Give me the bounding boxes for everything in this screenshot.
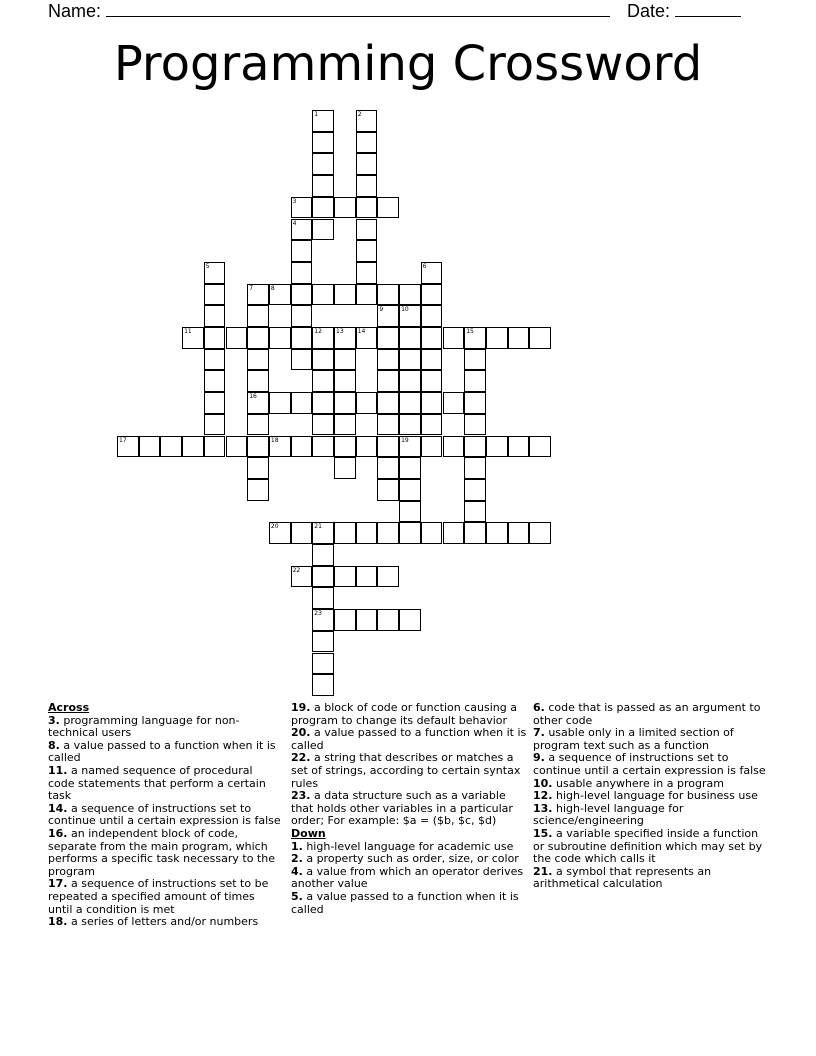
grid-cell[interactable] [486, 327, 508, 349]
down-clue-list-continued [533, 702, 769, 891]
clue-number: 16 [249, 393, 257, 401]
grid-cell[interactable] [529, 327, 551, 349]
grid-cell[interactable] [399, 501, 421, 523]
clue-item [48, 765, 282, 803]
grid-cell[interactable] [399, 305, 421, 327]
clue-item [533, 752, 769, 777]
clue-item [291, 790, 527, 828]
grid-cell[interactable] [356, 240, 378, 262]
grid-cell[interactable] [312, 392, 334, 414]
grid-cell[interactable] [464, 436, 486, 458]
clue-item-text: a value passed to a function when it is called [291, 889, 519, 916]
grid-cell[interactable] [312, 631, 334, 653]
grid-cell[interactable] [291, 327, 313, 349]
grid-cell[interactable] [399, 370, 421, 392]
grid-cell[interactable] [312, 175, 334, 197]
clue-item-number: 18. [48, 915, 68, 929]
clue-item-text: a variable specified inside a function or subroutine definition which may set by the code which calls it [533, 826, 763, 866]
clue-item-text: a sequence of instructions set to continue until a certain expression is false [48, 801, 281, 828]
clue-number: 4 [292, 219, 297, 227]
grid-cell[interactable] [356, 262, 378, 284]
grid-cell[interactable] [247, 436, 269, 458]
clue-number: 3 [292, 197, 297, 205]
grid-cell[interactable] [377, 457, 399, 479]
grid-cell[interactable] [421, 370, 443, 392]
clue-item [533, 702, 769, 727]
clue-item-text: a symbol that represents an arithmetical calculation [533, 864, 712, 891]
grid-cell[interactable] [421, 522, 443, 544]
grid-cell[interactable] [399, 284, 421, 306]
grid-cell[interactable] [291, 219, 313, 241]
grid-cell[interactable] [399, 457, 421, 479]
clues-column-1 [48, 702, 282, 929]
grid-cell[interactable] [508, 327, 530, 349]
clue-number: 5 [205, 262, 210, 270]
down-heading: Down [291, 826, 326, 840]
grid-cell[interactable] [334, 349, 356, 371]
grid-cell[interactable] [334, 414, 356, 436]
grid-cell[interactable] [204, 327, 226, 349]
clue-number: 11 [184, 328, 192, 335]
clue-item-text: a block of code or function causing a program to change its default behavior [291, 701, 517, 727]
grid-cell[interactable] [464, 392, 486, 414]
clue-item [291, 727, 527, 752]
clue-item-text: code that is passed as an argument to other code [533, 701, 761, 727]
clue-item-number: 12. [533, 789, 553, 803]
grid-cell[interactable] [377, 284, 399, 306]
grid-cell[interactable] [421, 262, 443, 284]
clue-item-text: a sequence of instructions set to be repeated a specified amount of times until a condition is met [48, 877, 269, 916]
grid-cell[interactable] [464, 501, 486, 523]
grid-cell[interactable] [182, 436, 204, 458]
across-heading: Across [48, 701, 90, 714]
grid-cell[interactable] [312, 414, 334, 436]
clue-item-text: a string that describes or matches a set of strings, according to certain syntax rules [291, 751, 521, 790]
grid-cell[interactable] [377, 414, 399, 436]
clue-item-text: high-level language for science/engineering [533, 801, 684, 828]
grid-cell[interactable] [334, 197, 356, 219]
clue-number: 6 [422, 262, 427, 270]
clue-number: 14 [357, 328, 366, 335]
grid-cell[interactable] [334, 284, 356, 306]
grid-cell[interactable] [399, 349, 421, 371]
clue-item-text: high-level language for business use [552, 789, 758, 803]
clue-item [48, 803, 282, 828]
clue-item-number: 11. [48, 763, 68, 777]
clue-item-number: 15. [533, 826, 553, 840]
grid-cell[interactable] [204, 370, 226, 392]
grid-cell[interactable] [486, 436, 508, 458]
grid-cell[interactable] [312, 370, 334, 392]
grid-cell[interactable] [334, 522, 356, 544]
grid-cell[interactable] [269, 392, 291, 414]
grid-cell[interactable] [204, 284, 226, 306]
grid-cell[interactable] [464, 479, 486, 501]
grid-cell[interactable] [312, 219, 334, 241]
grid-cell[interactable] [160, 436, 182, 458]
name-label: Name: [48, 1, 102, 21]
clue-item-number: 9. [533, 751, 545, 765]
grid-cell[interactable] [204, 305, 226, 327]
clue-number: 17 [119, 436, 127, 444]
grid-cell[interactable] [356, 327, 378, 349]
grid-cell[interactable] [139, 436, 161, 458]
grid-cell[interactable] [356, 153, 378, 175]
clue-item-number: 23. [291, 789, 311, 803]
grid-cell[interactable] [377, 305, 399, 327]
grid-cell[interactable] [182, 327, 204, 349]
grid-cell[interactable] [334, 327, 356, 349]
grid-cell[interactable] [247, 457, 269, 479]
grid-cell[interactable] [312, 284, 334, 306]
grid-cell[interactable] [312, 674, 334, 696]
clue-item [533, 803, 769, 828]
clue-item-number: 14. [48, 801, 68, 815]
grid-cell[interactable] [443, 392, 465, 414]
clue-item-text: a value passed to a function when it is called [291, 726, 527, 752]
grid-cell[interactable] [117, 436, 139, 458]
grid-cell[interactable] [464, 349, 486, 371]
clue-item-number: 4. [291, 864, 303, 878]
clue-number: 12 [314, 328, 322, 335]
clue-number: 20 [270, 523, 279, 531]
clue-item [291, 891, 527, 916]
clue-item-number: 20. [291, 726, 311, 740]
clue-item [291, 752, 527, 790]
grid-cell[interactable] [291, 240, 313, 262]
clue-number: 19 [401, 436, 409, 444]
grid-cell[interactable] [312, 349, 334, 371]
date-label: Date: [627, 1, 671, 21]
clue-item [291, 866, 527, 891]
grid-cell[interactable] [312, 436, 334, 458]
clue-item-number: 5. [291, 889, 303, 903]
grid-cell[interactable] [399, 436, 421, 458]
grid-cell[interactable] [356, 609, 378, 631]
grid-cell[interactable] [204, 349, 226, 371]
grid-cell[interactable] [399, 392, 421, 414]
clue-item [48, 715, 282, 740]
grid-cell[interactable] [421, 436, 443, 458]
clue-number: 7 [249, 284, 254, 292]
clue-item [533, 866, 769, 891]
grid-cell[interactable] [464, 522, 486, 544]
grid-cell[interactable] [312, 110, 334, 132]
grid-cell[interactable] [377, 609, 399, 631]
clue-item-number: 1. [291, 839, 303, 853]
grid-cell[interactable] [529, 522, 551, 544]
grid-cell[interactable] [226, 436, 248, 458]
grid-cell[interactable] [247, 349, 269, 371]
grid-cell[interactable] [356, 522, 378, 544]
clue-number: 21 [314, 523, 322, 531]
grid-cell[interactable] [291, 522, 313, 544]
grid-cell[interactable] [464, 327, 486, 349]
clue-item-number: 13. [533, 801, 553, 815]
grid-cell[interactable] [312, 609, 334, 631]
grid-cell[interactable] [356, 175, 378, 197]
grid-cell[interactable] [356, 392, 378, 414]
grid-cell[interactable] [291, 284, 313, 306]
clue-item [291, 702, 527, 727]
grid-cell[interactable] [334, 566, 356, 588]
grid-cell[interactable] [247, 370, 269, 392]
grid-cell[interactable] [377, 436, 399, 458]
grid-cell[interactable] [334, 370, 356, 392]
clue-item-number: 2. [291, 852, 303, 866]
clues-column-3 [533, 702, 769, 891]
grid-cell[interactable] [291, 436, 313, 458]
clue-item-text: a data structure such as a variable that holds other variables in a particular order; For example: $a = ($b, $c, $d) [291, 789, 513, 828]
page-title: Programming Crossword [113, 36, 703, 92]
grid-cell[interactable] [247, 327, 269, 349]
grid-cell[interactable] [377, 327, 399, 349]
grid-cell[interactable] [377, 370, 399, 392]
clues-column-2 [291, 702, 527, 916]
grid-cell[interactable] [334, 392, 356, 414]
grid-cell[interactable] [356, 436, 378, 458]
grid-cell[interactable] [269, 327, 291, 349]
clue-number: 15 [466, 328, 474, 335]
grid-cell[interactable] [269, 436, 291, 458]
grid-cell[interactable] [247, 284, 269, 306]
grid-cell[interactable] [247, 392, 269, 414]
grid-cell[interactable] [312, 153, 334, 175]
clue-item [48, 740, 282, 765]
grid-cell[interactable] [356, 284, 378, 306]
grid-cell[interactable] [312, 544, 334, 566]
grid-cell[interactable] [312, 132, 334, 154]
clue-item-number: 19. [291, 701, 311, 714]
clue-number: 10 [401, 306, 409, 314]
clue-item-number: 6. [533, 701, 545, 714]
down-clue-list [291, 841, 527, 917]
grid-cell[interactable] [269, 284, 291, 306]
grid-cell[interactable] [421, 305, 443, 327]
clue-item-number: 16. [48, 826, 68, 840]
clue-item-number: 17. [48, 877, 68, 891]
clue-item-number: 21. [533, 864, 553, 878]
grid-cell[interactable] [421, 392, 443, 414]
grid-cell[interactable] [486, 522, 508, 544]
clue-item [533, 727, 769, 752]
clue-item-text: a named sequence of procedural code statements that perform a certain task [48, 763, 266, 803]
clue-item-text: high-level language for academic use [302, 839, 514, 853]
clue-number: 2 [357, 111, 362, 118]
clue-item-text: an independent block of code, separate from the main program, which performs a specific task necessary to the program [48, 826, 275, 878]
clue-number: 8 [270, 284, 275, 292]
grid-cell[interactable] [377, 349, 399, 371]
grid-cell[interactable] [291, 349, 313, 371]
grid-cell[interactable] [399, 327, 421, 349]
clue-item [533, 828, 769, 866]
clue-number: 1 [314, 111, 319, 118]
clue-item-number: 10. [533, 776, 553, 790]
clue-number: 22 [292, 566, 301, 574]
clue-item [48, 878, 282, 916]
clue-number: 9 [379, 306, 384, 314]
grid-cell[interactable] [508, 522, 530, 544]
grid-cell[interactable] [291, 305, 313, 327]
grid-cell[interactable] [421, 349, 443, 371]
clue-item-text: a value passed to a function when it is called [48, 738, 276, 765]
grid-cell[interactable] [443, 522, 465, 544]
grid-cell[interactable] [291, 197, 313, 219]
clue-number: 13 [336, 328, 344, 335]
grid-cell[interactable] [247, 479, 269, 501]
grid-cell[interactable] [247, 305, 269, 327]
grid-cell[interactable] [399, 522, 421, 544]
clue-number: 23 [314, 610, 322, 618]
grid-cell[interactable] [312, 197, 334, 219]
clue-item-text: usable only in a limited section of program text such as a function [533, 726, 734, 752]
grid-cell[interactable] [421, 414, 443, 436]
grid-cell[interactable] [204, 414, 226, 436]
grid-cell[interactable] [529, 436, 551, 458]
clue-item-number: 3. [48, 713, 60, 727]
clue-item-text: programming language for non-technical users [48, 713, 240, 740]
grid-cell[interactable] [464, 457, 486, 479]
grid-cell[interactable] [269, 522, 291, 544]
grid-cell[interactable] [421, 284, 443, 306]
grid-cell[interactable] [204, 436, 226, 458]
grid-cell[interactable] [443, 436, 465, 458]
grid-cell[interactable] [377, 197, 399, 219]
grid-cell[interactable] [291, 392, 313, 414]
grid-cell[interactable] [312, 522, 334, 544]
grid-cell[interactable] [377, 392, 399, 414]
grid-cell[interactable] [377, 479, 399, 501]
clue-number: 18 [270, 436, 279, 444]
clue-item-text: usable anywhere in a program [552, 776, 724, 790]
grid-cell[interactable] [399, 609, 421, 631]
grid-cell[interactable] [356, 110, 378, 132]
clue-item-text: a series of letters and/or numbers [67, 915, 259, 929]
clue-item-number: 8. [48, 738, 60, 752]
across-clue-list [48, 715, 282, 929]
grid-cell[interactable] [421, 327, 443, 349]
clue-item [48, 916, 282, 929]
grid-cell[interactable] [356, 219, 378, 241]
grid-cell[interactable] [247, 414, 269, 436]
grid-cell[interactable] [443, 327, 465, 349]
grid-cell[interactable] [464, 414, 486, 436]
grid-cell[interactable] [312, 587, 334, 609]
grid-cell[interactable] [312, 327, 334, 349]
grid-cell[interactable] [334, 457, 356, 479]
grid-cell[interactable] [356, 566, 378, 588]
clue-item-number: 22. [291, 751, 311, 765]
grid-cell[interactable] [356, 197, 378, 219]
clue-item-text: a property such as order, size, or color [302, 852, 519, 866]
clue-item-number: 7. [533, 726, 545, 740]
grid-cell[interactable] [356, 132, 378, 154]
grid-cell[interactable] [226, 327, 248, 349]
grid-cell[interactable] [377, 522, 399, 544]
grid-cell[interactable] [334, 436, 356, 458]
grid-cell[interactable] [291, 262, 313, 284]
grid-cell[interactable] [377, 566, 399, 588]
clue-item-text: a sequence of instructions set to continue until a certain expression is false [533, 751, 766, 777]
grid-cell[interactable] [312, 566, 334, 588]
grid-cell[interactable] [204, 392, 226, 414]
clue-item [48, 828, 282, 878]
grid-cell[interactable] [399, 414, 421, 436]
grid-cell[interactable] [399, 479, 421, 501]
grid-cell[interactable] [312, 653, 334, 675]
grid-cell[interactable] [204, 262, 226, 284]
grid-cell[interactable] [291, 566, 313, 588]
grid-cell[interactable] [334, 609, 356, 631]
grid-cell[interactable] [464, 370, 486, 392]
grid-cell[interactable] [508, 436, 530, 458]
clue-item-text: a value from which an operator derives another value [291, 864, 524, 891]
across-clue-list-continued [291, 702, 527, 828]
